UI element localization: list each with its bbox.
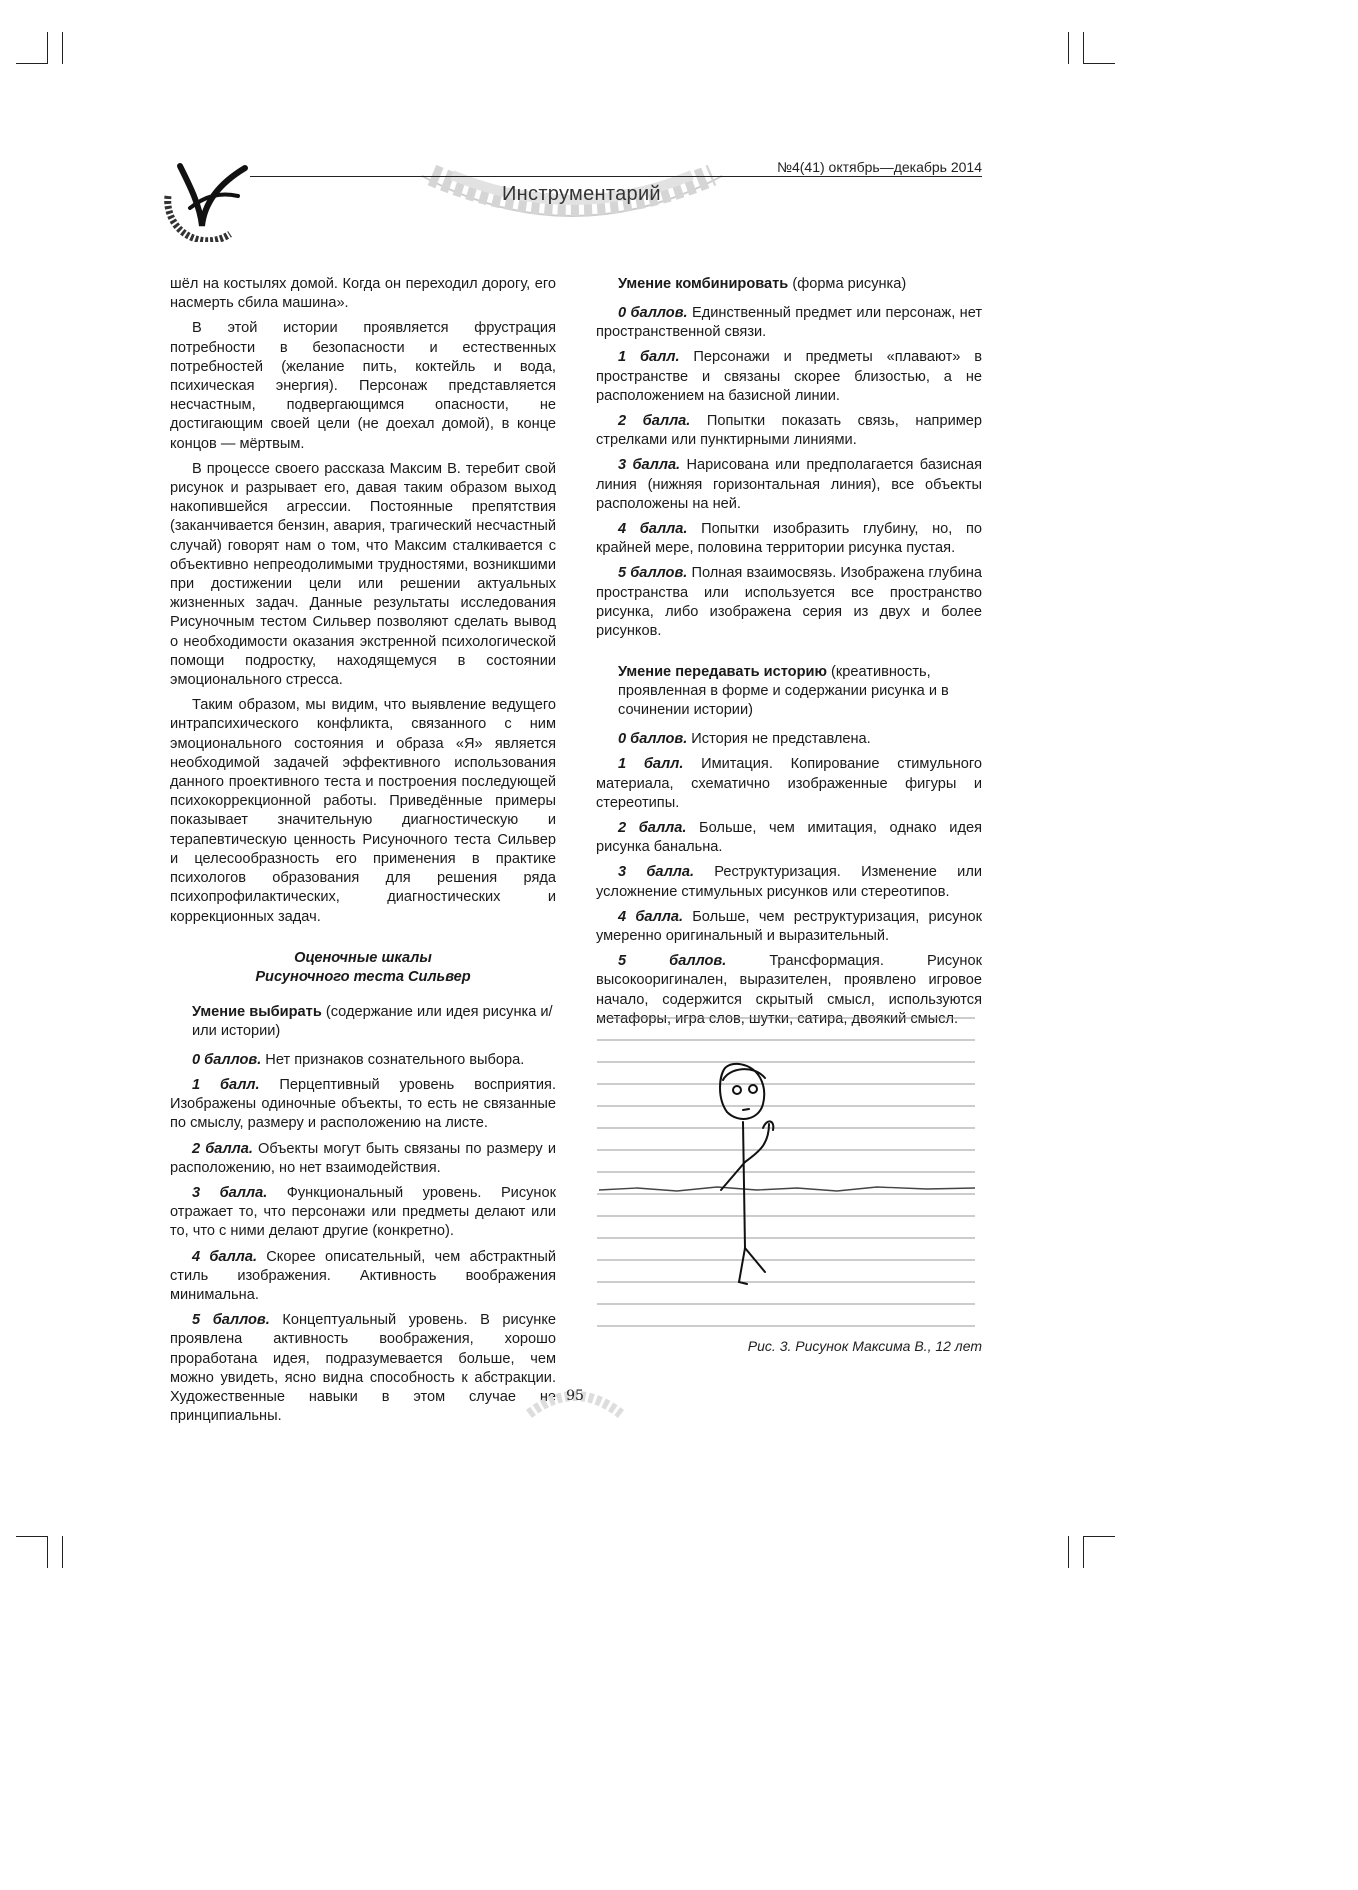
crop-mark [1068, 32, 1069, 64]
crop-mark [47, 1536, 48, 1568]
score-text: Функциональный уровень. Рисунок отражает то, что персонажи или предметы делают или то, что с ними делают другие (конкретно). [170, 1184, 556, 1240]
score-label: 0 баллов. [192, 1051, 262, 1068]
crop-mark [1083, 63, 1115, 64]
subsection-title-rest: (креативность, проявленная в форме и содержании рисунка и в сочинении истории) [618, 664, 949, 719]
score-item [596, 348, 982, 406]
score-label: 1 балл. [192, 1076, 260, 1093]
score-label: 4 балла. [192, 1248, 258, 1265]
lined-paper [597, 1018, 975, 1326]
crop-mark [1083, 1536, 1084, 1568]
section-title: Инструментарий [502, 183, 661, 205]
score-label: 5 баллов. [618, 953, 727, 970]
score-text: Попытки показать связь, например стрелками или пунктирными линиями. [596, 413, 982, 449]
score-text: Попытки изобразить глубину, но, по крайней мере, половина территории рисунка пустая. [596, 521, 982, 557]
score-label: 0 баллов. [618, 731, 688, 748]
score-text: Нарисована или предполагается базисная линия (нижняя горизонтальная линия), все объекты расположены на ней. [596, 457, 982, 512]
crop-mark [1068, 1536, 1069, 1568]
score-label: 3 балла. [618, 864, 695, 881]
score-label: 3 балла. [192, 1184, 268, 1201]
score-item [596, 456, 982, 514]
crop-mark [62, 1536, 63, 1568]
subsection-title-rest: (форма рисунка) [788, 276, 907, 292]
subsection-title-bold: Умение комбинировать [618, 276, 789, 292]
score-text: Реструктуризация. Изменение или усложнение стимульных рисунков или стереотипов. [596, 864, 982, 900]
score-item [170, 1311, 556, 1426]
score-item [596, 520, 982, 558]
score-item [596, 863, 982, 901]
score-text: История не представлена. [687, 731, 871, 748]
score-label: 2 балла. [618, 820, 687, 837]
score-text: Скорее описательный, чем абстрактный стиль изображения. Активность воображения минимальна. [170, 1248, 556, 1303]
subsection-title [618, 275, 982, 294]
score-label: 5 баллов. [192, 1312, 270, 1329]
subsection-title-bold: Умение выбирать [192, 1003, 322, 1020]
score-label: 1 балл. [618, 756, 684, 773]
scales-heading-line: Оценочные шкалы [294, 949, 432, 966]
score-text: Больше, чем реструктуризация, рисунок умеренно оригинальный и выразительный. [596, 908, 982, 945]
score-label: 4 балла. [618, 908, 683, 925]
journal-logo-icon [160, 156, 258, 242]
paragraph: В этой истории проявляется фрустрация потребности в безопасности и естественных потребностей (желание пить, коктейль и вода, психическая энергия). Персонаж представляется несчастным, подвергающимся опасности, не достигающим своей цели (не доехал домой), в конце концов — мёртвым. [170, 320, 556, 452]
paragraph: В процессе своего рассказа Максим В. теребит свой рисунок и разрывает его, давая таким образом выход накопившейся агрессии. Постоянные препятствия (заканчивается бензин, авария, трагический несчастный случай) говорят нам о том, что Максим сталкивается с объективно непреодолимыми трудностями, возникшими при достижении цели или решении актуальных жизненных задач. Данные результаты исследования Рисуночным тестом Сильвер позволяют сделать вывод о необходимости оказания экстренной психологической помощи подростку, находящемуся в состоянии эмоционального стресса. [170, 460, 556, 689]
figure-caption: Рис. 3. Рисунок Максима В., 12 лет [747, 1338, 982, 1354]
score-text: Объекты могут быть связаны по размеру и расположению, но нет взаимодействия. [170, 1140, 556, 1176]
score-label: 2 балла. [192, 1140, 253, 1157]
score-label: 2 балла. [618, 413, 691, 430]
score-text: Единственный предмет или персонаж, нет пространственной связи. [596, 305, 983, 341]
crop-mark [47, 32, 48, 64]
score-item [596, 564, 982, 641]
score-item [596, 908, 982, 946]
score-text: Больше, чем имитация, однако идея рисунка банальна. [596, 820, 982, 856]
header-rule [250, 176, 982, 177]
score-text: Перцептивный уровень восприятия. Изображены одиночные объекты, то есть не связанные по смыслу, размеру и расположению на листе. [170, 1076, 556, 1132]
crop-mark [16, 63, 48, 64]
score-item [596, 412, 982, 450]
subsection-title-rest: (содержание или идея рисунка и/или истории) [192, 1003, 553, 1039]
score-item [170, 1076, 556, 1134]
subsection-title-bold: Умение передавать историю [618, 664, 827, 681]
crop-mark [62, 32, 63, 64]
crop-mark [1083, 32, 1084, 64]
score-label: 1 балл. [618, 349, 680, 366]
score-label: 3 балла. [618, 457, 681, 474]
score-text: Концептуальный уровень. В рисунке проявлена активность воображения, хорошо проработана идея, подразумевается больше, чем можно увидеть, ясно видна способность к абстракции. Художественные навыки в этом случае не принципиальны. [170, 1312, 557, 1425]
crop-mark [1083, 1536, 1115, 1537]
scales-heading [170, 949, 556, 987]
subsection-title [192, 1003, 556, 1041]
ground-line [599, 1187, 975, 1191]
score-item [596, 730, 982, 749]
score-item [596, 304, 982, 342]
page-number-ornament [525, 1388, 625, 1418]
score-label: 5 баллов. [618, 565, 688, 582]
score-item [596, 819, 982, 857]
right-column [596, 275, 982, 1035]
score-text: Имитация. Копирование стимульного материала, схематично изображенные фигуры и стереотипы. [596, 756, 982, 811]
child-drawing-figure [597, 1012, 975, 1330]
score-item [170, 1248, 556, 1306]
score-item [596, 755, 982, 813]
score-item [170, 1184, 556, 1242]
paragraph: Таким образом, мы видим, что выявление ведущего интрапсихического конфликта, связанного с ним эмоционального состояния и образа «Я» является необходимой задачей эффективного использования данного проективного теста и построения последующей психокоррекционной работы. Приведённые примеры показывает значительную диагностическую и терапевтическую ценность Рисуночного теста Сильвер и целесообразность его применения в практике психологов образования для решения ряда психопрофилактических, диагностических и коррекционных задач. [170, 697, 556, 925]
issue-label: №4(41) октябрь—декабрь 2014 [776, 159, 982, 175]
score-text: Трансформация. Рисунок высокооригинален, выразителен, проявлено игровое начало, содержится скрытый смысл, используются метафоры, игра слов, шутки, сатира, двоякий смысл. [596, 953, 982, 1027]
score-text: Нет признаков сознательного выбора. [261, 1051, 525, 1068]
crop-mark [16, 1536, 48, 1537]
stick-figure [720, 1064, 773, 1284]
paragraph: шёл на костылях домой. Когда он переходил дорогу, его насмерть сбила машина». [170, 276, 556, 312]
score-text: Персонажи и предметы «плавают» в пространстве и связаны скорее близостью, а не расположением на базисной линии. [596, 349, 982, 404]
score-label: 4 балла. [618, 521, 688, 538]
subsection-title [618, 663, 982, 720]
score-label: 0 баллов. [618, 305, 688, 321]
score-item [170, 1140, 556, 1178]
scales-heading-line: Рисуночного теста Сильвер [255, 968, 471, 985]
score-text: Полная взаимосвязь. Изображена глубина пространства или используется все пространство рисунка, либо изображена серия из двух и более рисунков. [596, 565, 982, 640]
page-number: 95 [566, 1388, 584, 1404]
left-column [170, 275, 556, 1432]
score-item [170, 1051, 556, 1070]
